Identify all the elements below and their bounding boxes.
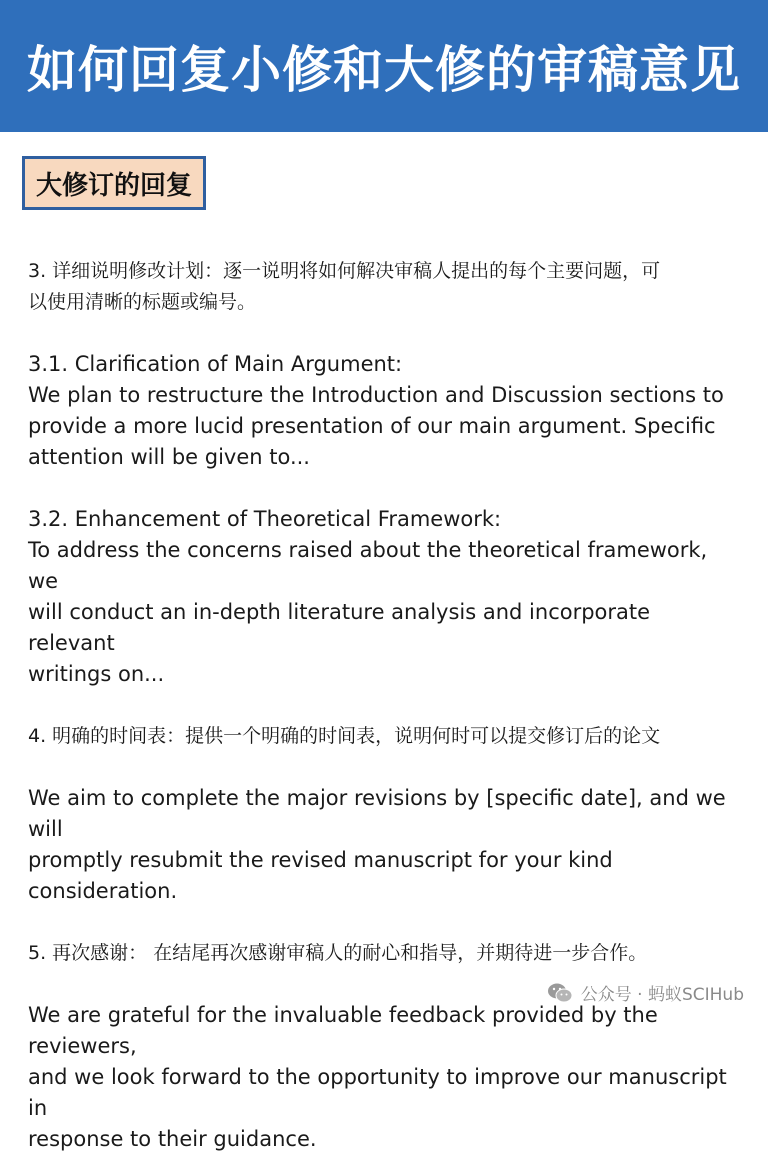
paragraph-line: provide a more lucid presentation of our main argument. Specific	[28, 414, 716, 438]
wechat-icon	[547, 982, 573, 1004]
paragraph-line: 5. 再次感谢： 在结尾再次感谢审稿人的耐心和指导，并期待进一步合作。	[28, 942, 648, 964]
paragraph-line: 3. 详细说明修改计划：逐一说明将如何解决审稿人提出的每个主要问题，可	[28, 260, 661, 282]
section-label-text: 大修订的回复	[36, 170, 193, 201]
paragraph-line: To address the concerns raised about the theoretical framework, we	[28, 538, 708, 593]
paragraph-line: attention will be given to...	[28, 445, 310, 469]
paragraph-line: and we look forward to the opportunity to improve our manuscript in	[28, 1065, 727, 1120]
section-label	[22, 156, 206, 210]
paragraph-line: 4. 明确的时间表：提供一个明确的时间表，说明何时可以提交修订后的论文	[28, 725, 661, 747]
paragraph-line: 3.2. Enhancement of Theoretical Framework:	[28, 507, 502, 531]
paragraph-line: will conduct an in-depth literature analysis and incorporate relevant	[28, 600, 651, 655]
watermark	[547, 980, 744, 1005]
paragraph-line: promptly resubmit the revised manuscript for your kind consideration.	[28, 848, 613, 903]
watermark-text: 公众号 · 蚂蚁SCIHub	[580, 985, 744, 1005]
article-body	[28, 256, 740, 1155]
paragraph-line: writings on...	[28, 662, 165, 686]
paragraph-line: 3.1. Clarification of Main Argument:	[28, 352, 403, 376]
paragraph-line: 以使用清晰的标题或编号。	[28, 291, 257, 313]
paragraph-line: We are grateful for the invaluable feedback provided by the reviewers,	[28, 1003, 658, 1058]
paragraph-line: We plan to restructure the Introduction and Discussion sections to	[28, 383, 724, 407]
paragraph-line: We aim to complete the major revisions by [specific date], and we will	[28, 786, 726, 841]
header-banner	[0, 0, 768, 132]
page-title: 如何回复小修和大修的审稿意见	[27, 41, 741, 99]
paragraph-line: response to their guidance.	[28, 1127, 317, 1151]
